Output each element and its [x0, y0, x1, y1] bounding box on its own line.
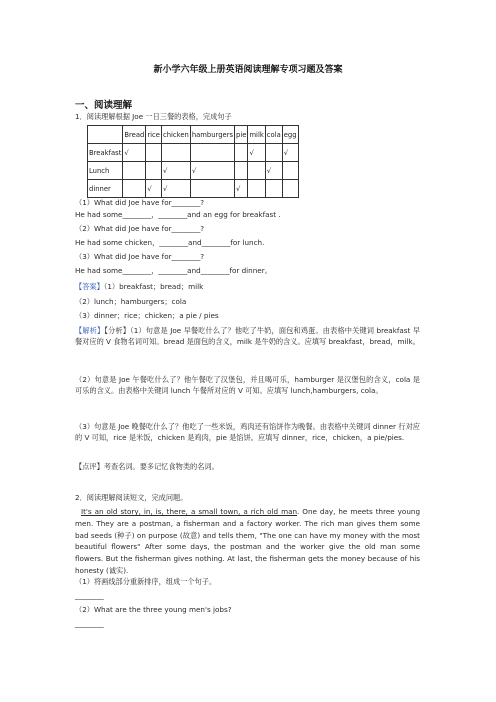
answer-3: （3）dinner；rice；chicken；a pie / pies — [75, 311, 219, 320]
question-line: （3）What did Joe have for________? — [75, 252, 205, 261]
table-cell: rice — [146, 126, 162, 144]
passage — [75, 506, 420, 577]
underlined-phrase: It's an old story, in, is, there, a small town, a rich old man — [80, 507, 298, 516]
answer-2: （2）lunch；hamburgers；cola — [75, 297, 187, 306]
table-cell: √ — [248, 144, 265, 162]
table-cell — [248, 162, 265, 180]
analysis-tag: 【解析】 — [75, 326, 105, 335]
question-line: He had some chicken，________and________for lunch. — [75, 238, 265, 247]
table-cell: √ — [146, 180, 162, 198]
table-cell: √ — [190, 162, 234, 180]
table-cell — [235, 144, 248, 162]
table-cell — [146, 144, 162, 162]
table-cell: √ — [161, 180, 190, 198]
table-cell: Bread — [123, 126, 146, 144]
table-cell: dinner — [88, 180, 123, 198]
question-line: He had some________，________and an egg for breakfast . — [75, 210, 281, 219]
q2-sub2: （2）What are the three young men's jobs? — [75, 605, 232, 614]
table-cell: Lunch — [88, 162, 123, 180]
q2-intro: 2．阅读理解阅读短文，完成问题。 — [75, 493, 188, 502]
analysis-paragraph-2: （2）句意是 Joe 午餐吃什么了？他午餐吃了汉堡包，并且喝可乐，hamburger 是汉堡包的含义，cola 是可乐的含义。由表格中关键词 lunch 午餐所对应的 V 可知。应填写 lunch,hamburgers, cola。 — [75, 375, 420, 395]
table-cell — [146, 162, 162, 180]
comment-line: 【点评】考查名词。要多记忆食物类的名词。 — [75, 462, 219, 471]
table-cell — [248, 180, 265, 198]
answer-tag: 【答案】 — [75, 282, 104, 291]
question-line: （1）What did Joe have for________? — [75, 198, 205, 207]
table-cell: milk — [248, 126, 265, 144]
q1-intro: 1．阅读理解根据 Joe 一日三餐的表格，完成句子 — [75, 112, 232, 121]
meal-table — [87, 125, 299, 198]
table-cell: chicken — [161, 126, 190, 144]
section-heading: 一、阅读理解 — [75, 100, 133, 111]
table-cell — [88, 126, 123, 144]
question-line: （2）What did Joe have for________? — [75, 224, 205, 233]
table-cell — [235, 162, 248, 180]
table-row — [88, 180, 299, 198]
q2-sub1: （1）将画线部分重新排序，组成一个句子。 — [75, 577, 217, 586]
analysis-paragraph-3: （3）句意是 Joe 晚餐吃什么了？他吃了一些米饭，鸡肉还有馅饼作为晚餐。由表格中关键词 dinner 行对应的 V 可知，rice 是米饭，chicken 是鸡肉，pie 是馅饼。应填写 dinner，rice，chicken，a pie/pies. — [75, 422, 420, 442]
table-row — [88, 162, 299, 180]
passage-rest: . One day, he meets three young men. They are a postman, a fisherman and a factory worker. The rich man gives them some bad seeds (种子) on purpose (故意) and tells them, "The one can have my money with the most beautiful flowers" After some days, the postman and the worker give the old man some flowers. But the fisherman gives nothing. At last, the fisherman gets the money because of his honesty (诚实). — [75, 507, 421, 575]
answer-1: （1）breakfast；bread；milk — [103, 282, 204, 291]
table-cell: √ — [123, 144, 146, 162]
table-cell: Breakfast — [88, 144, 123, 162]
table-cell: cola — [265, 126, 282, 144]
table-cell — [282, 180, 298, 198]
page-title: 新小学六年级上册英语阅读理解专项习题及答案 — [153, 65, 343, 75]
table-cell — [190, 180, 234, 198]
table-cell: egg — [282, 126, 298, 144]
table-cell: √ — [235, 180, 248, 198]
table-row — [88, 144, 299, 162]
table-cell — [265, 144, 282, 162]
answer-blank-2: ________ — [75, 619, 104, 628]
table-cell — [190, 144, 234, 162]
answer-blank-1: ________ — [75, 591, 104, 600]
analysis-paragraph-1 — [75, 325, 420, 347]
table-cell — [123, 180, 146, 198]
question-line: He had some________，________and________for dinner。 — [75, 266, 272, 275]
table-cell — [123, 162, 146, 180]
table-cell — [161, 144, 190, 162]
table-cell — [265, 180, 282, 198]
table-header-row — [88, 126, 299, 144]
table-cell: pie — [235, 126, 248, 144]
table-cell: √ — [265, 162, 282, 180]
table-cell — [282, 162, 298, 180]
table-cell: hamburgers — [190, 126, 234, 144]
answer-line — [75, 281, 203, 292]
table-cell: √ — [161, 162, 190, 180]
table-cell: √ — [282, 144, 298, 162]
analysis-text-1: 【分析】（1）句意是 Joe 早餐吃什么了？他吃了牛奶，面包和鸡蛋。由表格中关键词 breakfast 早餐对应的 V 食物名词可知。bread 是面包的含义，milk 是牛奶的含义。应填写 breakfast，bread，milk。 — [75, 326, 420, 346]
